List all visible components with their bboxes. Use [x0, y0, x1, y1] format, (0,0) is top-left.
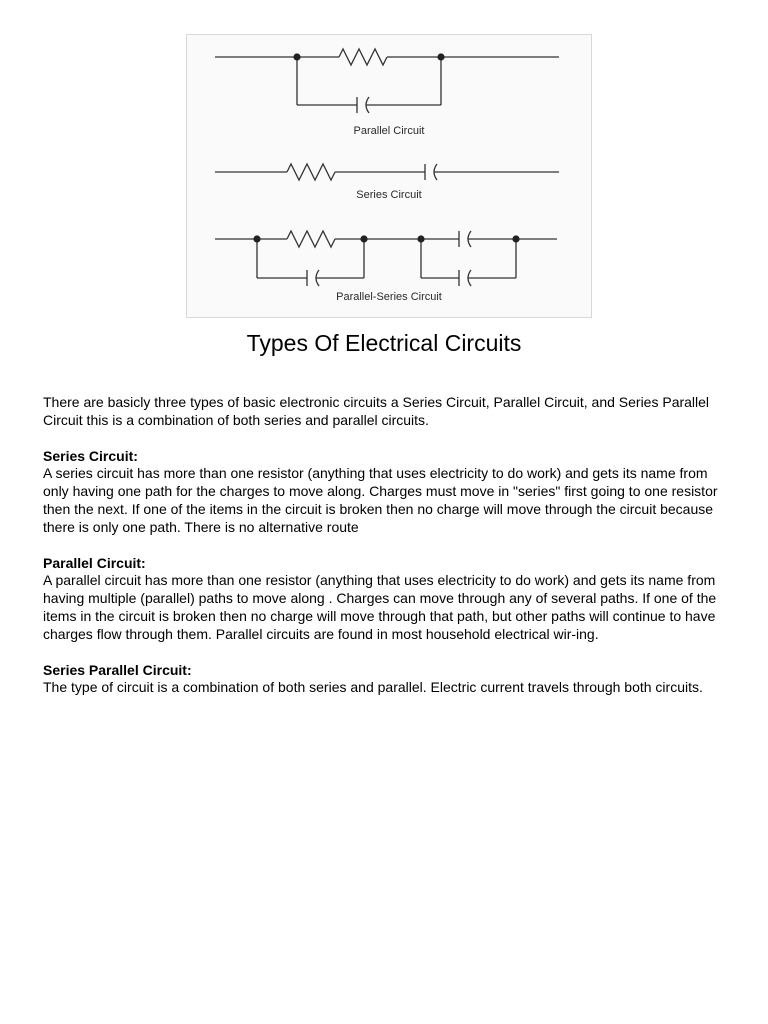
series-circuit-label: Series Circuit — [356, 189, 422, 201]
series-circuit-diagram — [215, 164, 559, 180]
series-circuit-heading: Series Circuit: — [43, 447, 138, 464]
series-parallel-circuit-text: The type of circuit is a combination of both series and parallel. Electric current travels through both circuits. — [43, 679, 703, 696]
parallel-circuit-label: Parallel Circuit — [353, 125, 425, 137]
page-title: Types Of Electrical Circuits — [246, 330, 522, 356]
circuit-diagram — [187, 35, 591, 317]
circuit-diagram-figure — [186, 34, 592, 318]
document-body — [43, 394, 733, 697]
parallel-circuit-heading: Parallel Circuit: — [43, 554, 146, 571]
parallel-series-circuit-label: Parallel-Series Circuit — [336, 291, 442, 303]
series-parallel-circuit-heading: Series Parallel Circuit: — [43, 661, 192, 678]
parallel-circuit-text: A parallel circuit has more than one resistor (anything that uses electricity to do work) and gets its name from having multiple (parallel) paths to move along . Charges can move through any of several paths. If one of the items in the circuit is broken then no charge will move through that path, but other paths will continue to have charges flow through them. Parallel circuits are found in most household electrical wir-ing. — [43, 572, 717, 642]
series-circuit-text: A series circuit has more than one resistor (anything that uses electricity to do work) and gets its name from only having one path for the charges to move along. Charges must move in "series" first going to one resistor then the next. If one of the items in the circuit is broken then no charge will move through the circuit because there is only one path. There is no alternative route — [43, 465, 718, 535]
intro-paragraph: There are basicly three types of basic electronic circuits a Series Circuit, Parallel Circuit, and Series Parallel Circuit this is a combination of both series and parallel circuits. — [43, 394, 710, 428]
parallel-series-circuit-diagram — [215, 231, 557, 286]
parallel-circuit-diagram — [215, 49, 559, 113]
